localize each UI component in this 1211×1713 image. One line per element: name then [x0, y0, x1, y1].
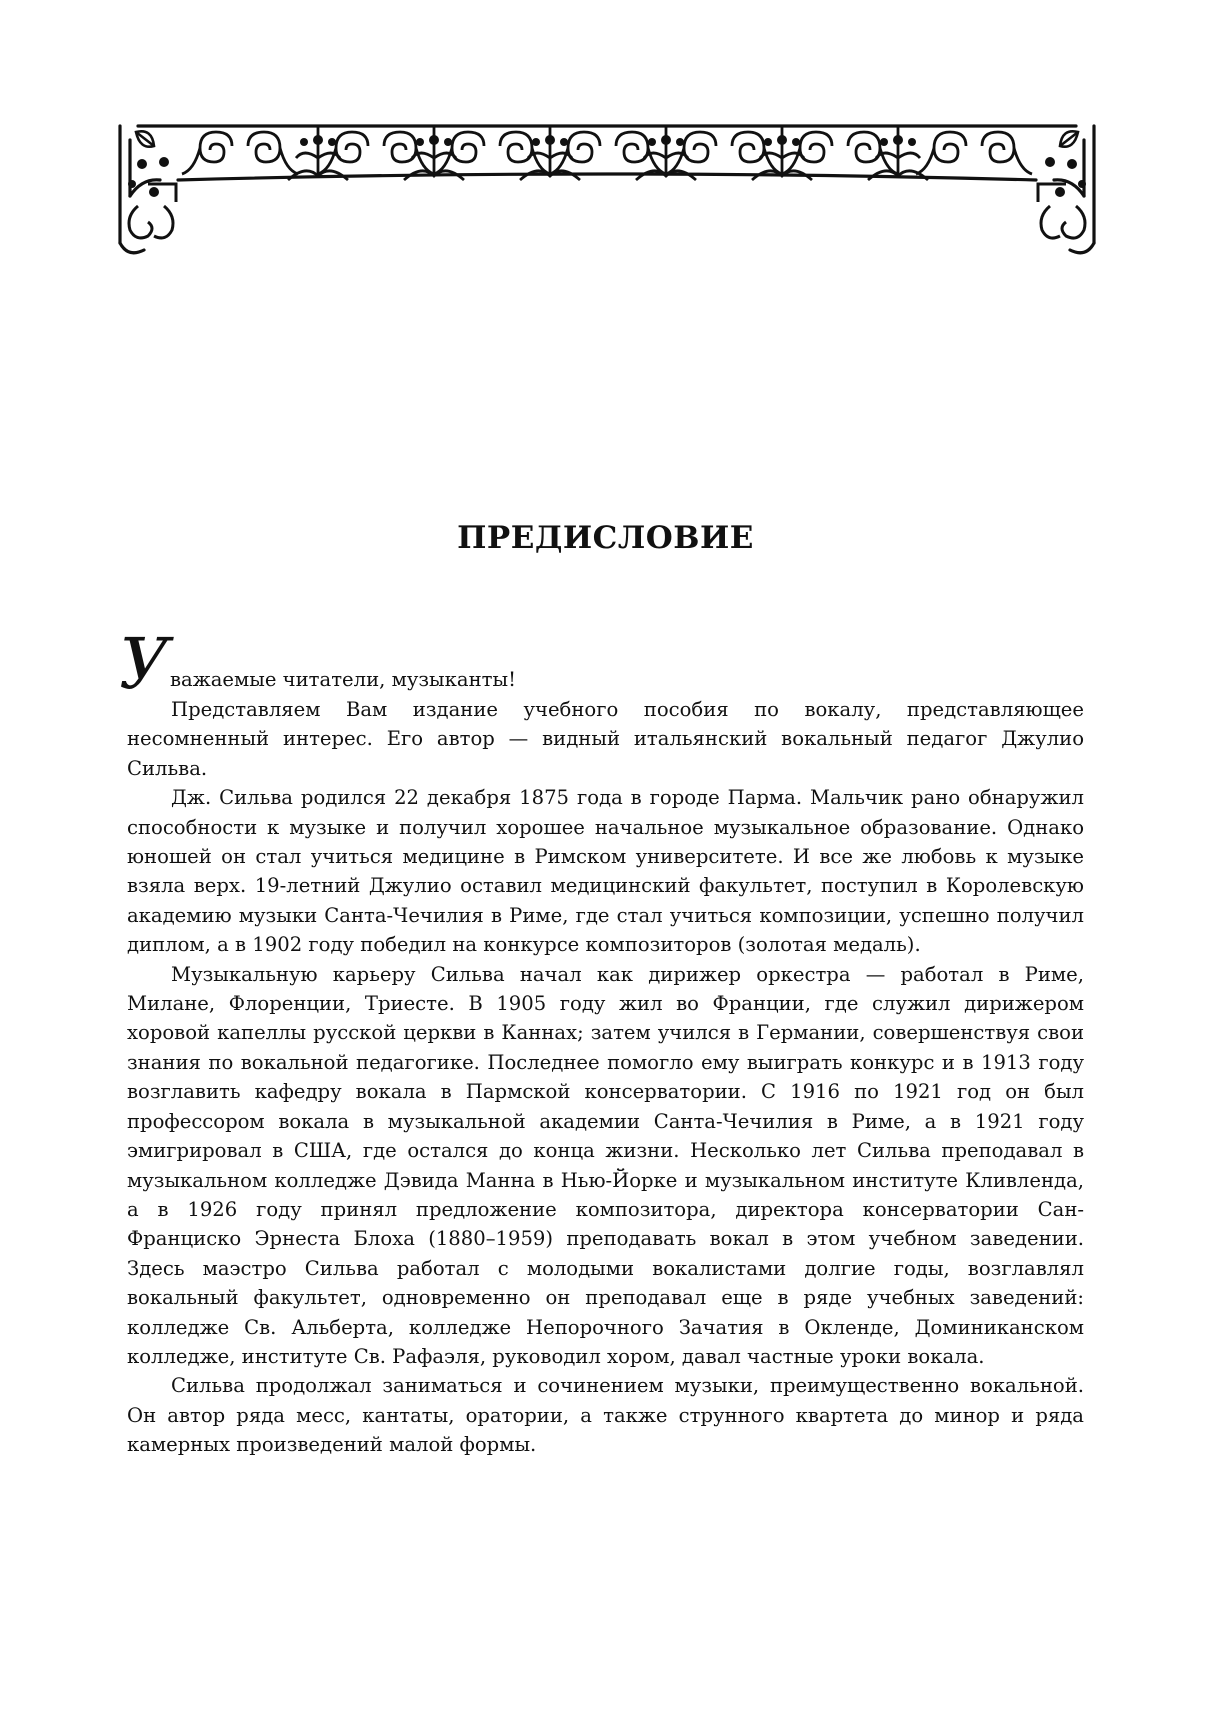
ornament-swirl [550, 132, 666, 174]
paragraph-4: Сильва продолжал заниматься и сочинением музыки, преимущественно вокальной. Он автор ряда месс, кантаты, оратории, а также струнного квартета до минор и ряда камерных произведений малой формы. [127, 1374, 1084, 1457]
ornament-stem [288, 126, 348, 180]
paragraph-2: Дж. Сильва родился 22 декабря 1875 года в городе Парма. Мальчик рано обнаружил способности к музыке и получил хорошее начальное музыкальное образование. Однако юношей он стал учиться медицине в Римском университете. И все же любовь к музыке взяла верх. 19-летний Джулио оставил медицинский факультет, поступил в Королевскую академию музыки Санта-Чечилия в Риме, где стал учиться композиции, успешно получил диплом, а в 1902 году победил на конкурсе композиторов (золотая медаль). [127, 786, 1084, 957]
page-title: ПРЕДИСЛОВИЕ [457, 520, 754, 556]
ornament-stem [520, 126, 580, 180]
ornament-swirl [666, 132, 782, 174]
header-ornament [118, 118, 1096, 268]
paragraph-1: Представляем Вам издание учебного пособия по вокалу, представляющее несомненный интерес. Его автор — видный итальянский вокальный педагог Джулио Сильва. [127, 698, 1084, 780]
ornament-stem [636, 126, 696, 180]
ornament-swirl [318, 132, 434, 174]
ornament-swirl [434, 132, 550, 174]
ornament-swirl [782, 132, 898, 174]
ornament-swirl [916, 132, 1032, 174]
salutation [119, 623, 1084, 705]
ornament-border-graphic [118, 118, 1096, 268]
ornament-swirl [182, 132, 298, 174]
paragraph-3: Музыкальную карьеру Сильва начал как дирижер оркестра — работал в Риме, Милане, Флоренции, Триесте. В 1905 году жил во Франции, где служил дирижером хоровой капеллы русской церкви в Каннах; затем учился в Германии, совершенствуя свои знания по вокальной педагогике. Последнее помогло ему выиграть конкурс и в 1913 году возглавить кафедру вокала в Пармской консерватории. С 1916 по 1921 год он был профессором вокала в музыкальной академии Санта-Чечилия в Риме, а в 1921 году эмигрировал в США, где остался до конца жизни. Несколько лет Сильва преподавал в музыкальном колледже Дэвида Манна в Нью-Йорке и музыкальном институте Кливленда, а в 1926 году принял предложение композитора, директора консерватории Сан-Франциско Эрнеста Блоха (1880–1959) преподавать вокал в этом учебном заведении. Здесь маэстро Сильва работал с молодыми вокалистами долгие годы, возглавлял вокальный факультет, одновременно он преподавал еще в ряде учебных заведений: колледже Св. Альберта, колледже Непорочного Зачатия в Окленде, Доминиканском колледже, институте Св. Рафаэля, руководил хором, давал частные уроки вокала. [127, 962, 1084, 1368]
ornament-stem [404, 126, 464, 180]
drop-cap: У [119, 623, 170, 705]
salutation-text: важаемые читатели, музыканты! [170, 668, 516, 691]
ornament-stem [752, 126, 812, 180]
body-text [119, 623, 1084, 1460]
